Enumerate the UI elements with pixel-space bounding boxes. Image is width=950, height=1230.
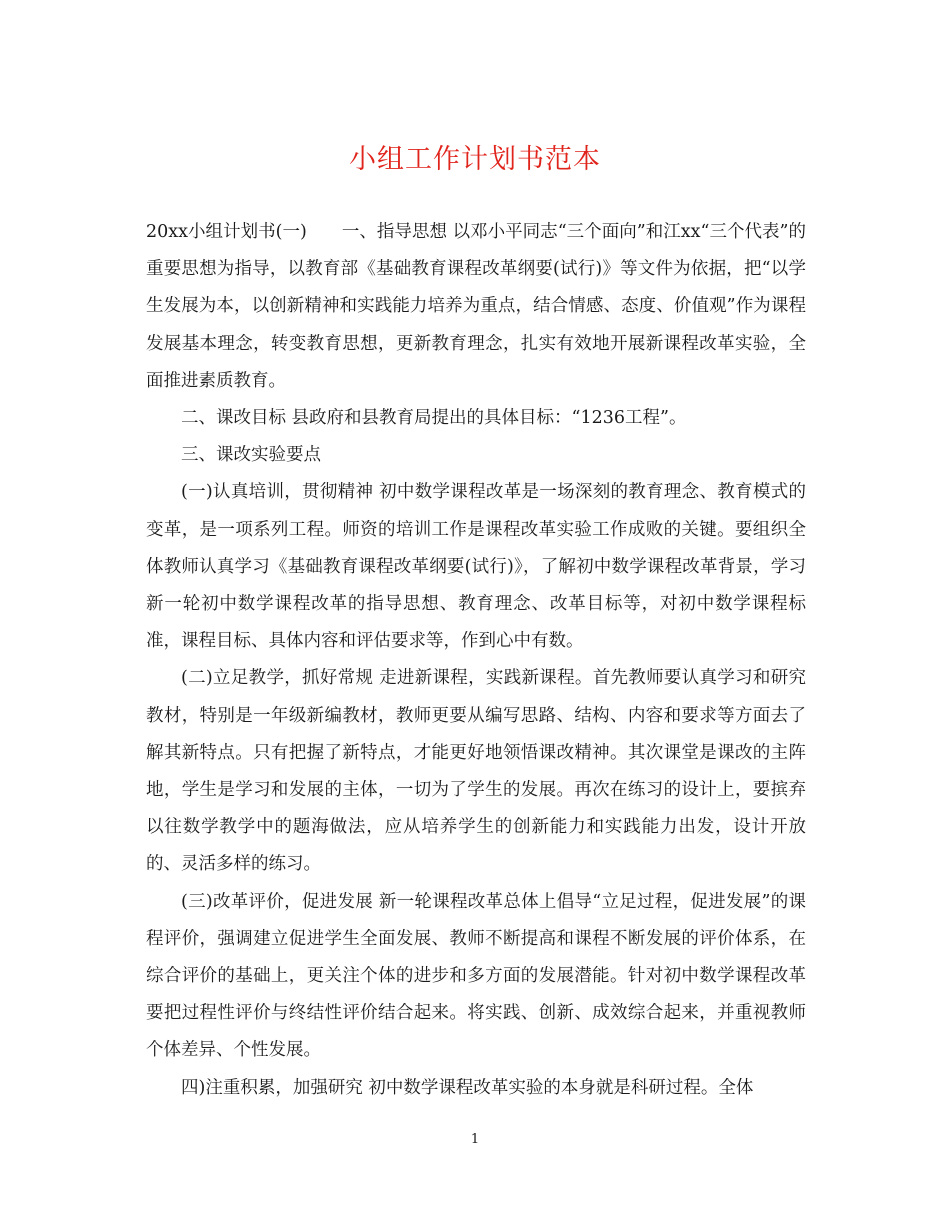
paragraph-key-points-heading: 三、课改实验要点 [181, 445, 321, 466]
paragraph-evaluation: (三)改革评价，促进发展 新一轮课程改革总体上倡导“立足过程，促进发展”的课程评价，强调建立促进学生全面发展、教师不断提高和课程不断发展的评价体系，在综合评价的基础上，更关注个体的进步和多方面的发展潜能。针对初中数学课程改革要把过程性评价与终结性评价结合起来。将实践、创新、成效综合起来，并重视教师个体差异、个性发展。 [146, 891, 806, 1061]
document-body [146, 214, 806, 1107]
paragraph-teaching: (二)立足教学，抓好常规 走进新课程，实践新课程。首先教师要认真学习和研究教材，特别是一年级新编教材，教师更要从编写思路、结构、内容和要求等方面去了解其新特点。只有把握了新特点，才能更好地领悟课改精神。其次课堂是课改的主阵地，学生是学习和发展的主体，一切为了学生的发展。再次在练习的设计上，要摈弃以往数学教学中的题海做法，应从培养学生的创新能力和实践能力出发，设计开放的、灵活多样的练习。 [146, 668, 806, 875]
paragraph-training: (一)认真培训，贯彻精神 初中数学课程改革是一场深刻的教育理念、教育模式的变革，是一项系列工程。师资的培训工作是课程改革实验工作成败的关键。要组织全体教师认真学习《基础教育课程改革纲要(试行)》，了解初中数学课程改革背景，学习新一轮初中数学课程改革的指导思想、教育理念、改革目标等，对初中数学课程标准，课程目标、具体内容和评估要求等，作到心中有数。 [146, 482, 806, 652]
page-number: 1 [470, 1132, 480, 1147]
paragraph-guiding-ideology: 20xx小组计划书(一) 一、指导思想 以邓小平同志“三个面向”和江xx“三个代表”的重要思想为指导，以教育部《基础教育课程改革纲要(试行)》等文件为依据，把“以学生发展为本，以创新精神和实践能力培养为重点，结合情感、态度、价值观”作为课程发展基本理念，转变教育思想，更新教育理念，扎实有效地开展新课程改革实验，全面推进素质教育。 [146, 222, 806, 391]
document-title: 小组工作计划书范本 [349, 144, 601, 175]
paragraph-reform-goals: 二、课改目标 县政府和县教育局提出的具体目标：“1236工程”。 [181, 408, 687, 429]
paragraph-research: 四)注重积累，加强研究 初中数学课程改革实验的本身就是科研过程。全体 [181, 1077, 754, 1098]
